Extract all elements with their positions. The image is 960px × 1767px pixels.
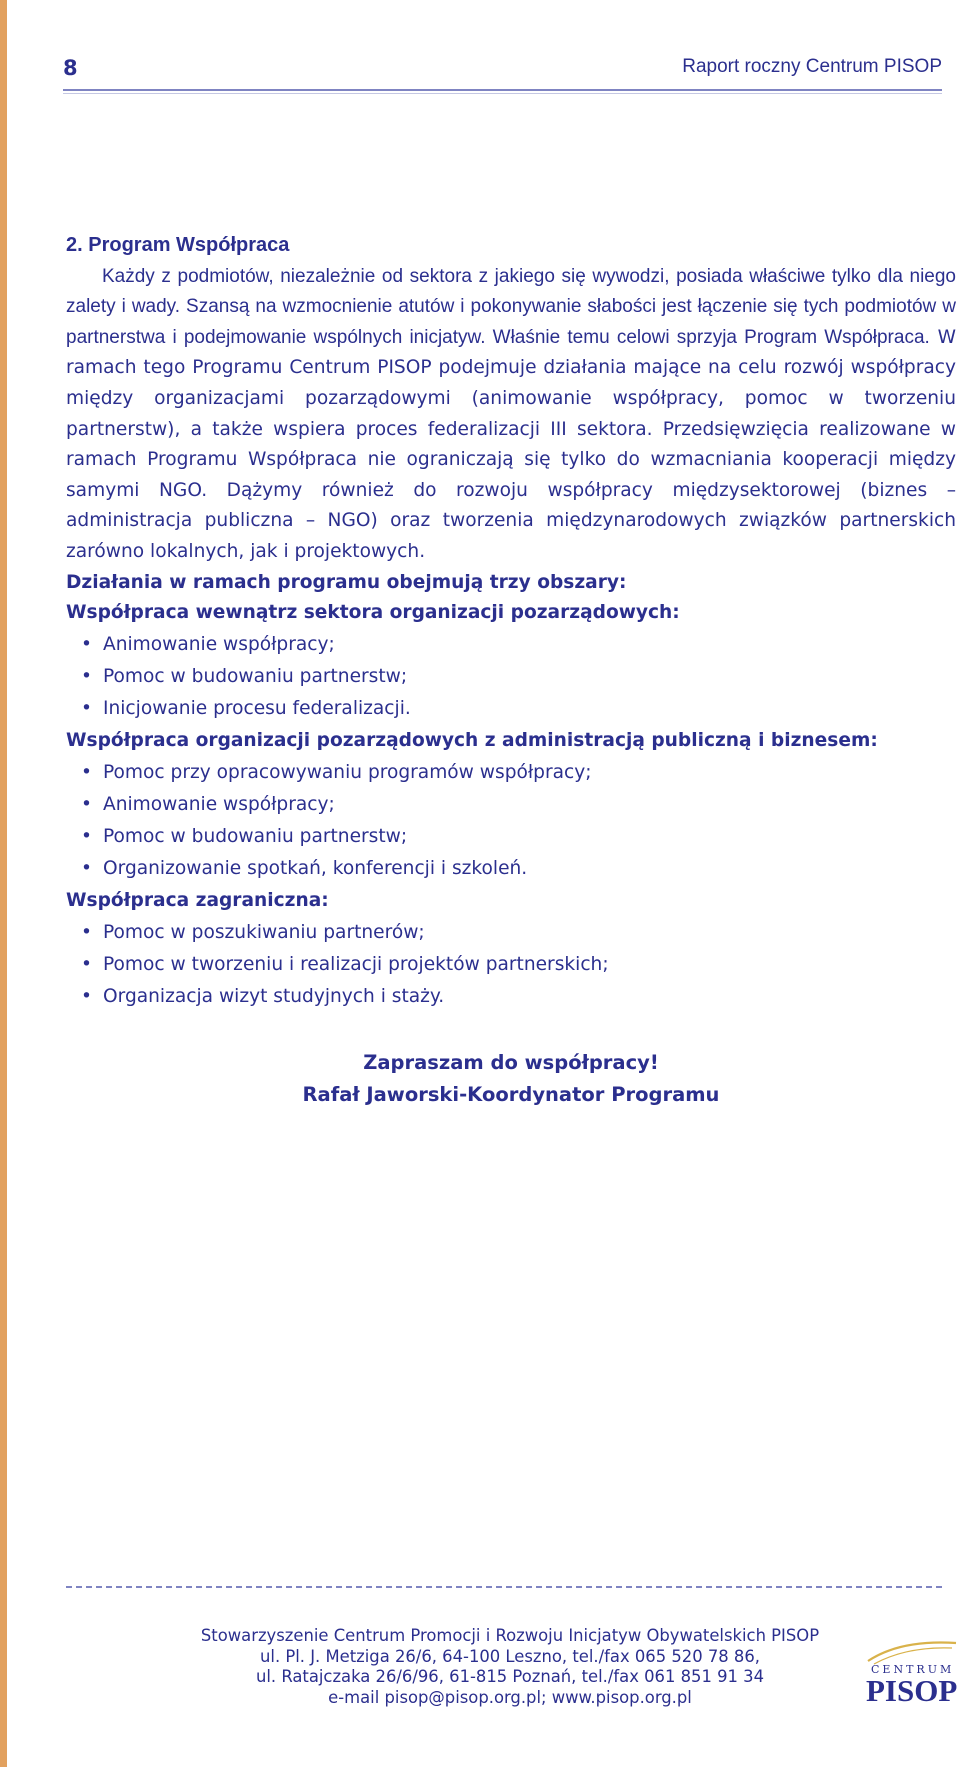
list-item bbox=[66, 854, 956, 885]
bullet-icon: • bbox=[81, 761, 92, 783]
bullet-icon: • bbox=[81, 697, 92, 719]
areas-heading: Działania w ramach programu obejmują trzy obszary: bbox=[66, 571, 627, 593]
bullet-icon: • bbox=[81, 953, 92, 975]
bullet-list-international bbox=[66, 918, 956, 1013]
list-item bbox=[66, 662, 956, 693]
list-item bbox=[66, 950, 956, 981]
list-item bbox=[66, 694, 956, 725]
footer-address-leszno: ul. Pl. J. Metziga 26/6, 64-100 Leszno, tel./fax 065 520 78 86, bbox=[260, 1646, 760, 1666]
bullet-icon: • bbox=[81, 985, 92, 1007]
list-item-text: Pomoc w budowaniu partnerstw; bbox=[103, 665, 408, 687]
footer-email-www: e-mail pisop@pisop.org.pl; www.pisop.org.pl bbox=[328, 1687, 692, 1707]
page-number: 8 bbox=[63, 56, 78, 80]
list-item bbox=[66, 918, 956, 949]
group-heading-international: Współpraca zagraniczna: bbox=[66, 889, 329, 911]
footer-contact bbox=[170, 1626, 850, 1708]
list-item-text: Animowanie współpracy; bbox=[103, 793, 335, 815]
bullet-list-ngo-sector bbox=[66, 630, 956, 725]
bullet-icon: • bbox=[81, 793, 92, 815]
list-item-text: Pomoc w budowaniu partnerstw; bbox=[103, 825, 408, 847]
header-rule bbox=[63, 89, 942, 91]
list-item-text: Pomoc w poszukiwaniu partnerów; bbox=[103, 921, 425, 943]
bullet-icon: • bbox=[81, 633, 92, 655]
intro-paragraph bbox=[66, 262, 956, 568]
list-item bbox=[66, 630, 956, 661]
header-title: Raport roczny Centrum PISOP bbox=[682, 56, 942, 77]
list-item-text: Organizacja wizyt studyjnych i staży. bbox=[103, 985, 445, 1007]
group-heading-ngo-sector: Współpraca wewnątrz sektora organizacji pozarządowych: bbox=[66, 602, 680, 624]
bullet-icon: • bbox=[81, 921, 92, 943]
list-item bbox=[66, 758, 956, 789]
list-item bbox=[66, 790, 956, 821]
list-item-text: Organizowanie spotkań, konferencji i szkoleń. bbox=[103, 857, 528, 879]
footer-address-poznan: ul. Ratajczaka 26/6/96, 61-815 Poznań, tel./fax 061 851 91 34 bbox=[255, 1667, 765, 1686]
group-heading-public-business: Współpraca organizacji pozarządowych z administracją publiczną i biznesem: bbox=[66, 730, 878, 751]
pisop-logo bbox=[864, 1637, 959, 1707]
list-item-text: Pomoc w tworzeniu i realizacji projektów partnerskich; bbox=[103, 953, 609, 975]
left-accent-bar bbox=[0, 0, 7, 1767]
footer-org-name: Stowarzyszenie Centrum Promocji i Rozwoju Inicjatyw Obywatelskich PISOP bbox=[200, 1626, 820, 1645]
list-item-text: Inicjowanie procesu federalizacji. bbox=[103, 697, 411, 719]
bullet-list-public-business bbox=[66, 758, 956, 885]
bullet-icon: • bbox=[81, 857, 92, 879]
closing-signature: Rafał Jaworski-Koordynator Programu bbox=[302, 1083, 720, 1106]
main-content bbox=[66, 230, 956, 1014]
intro-paragraph-part-a: Każdy z podmiotów, niezależnie od sektora z jakiego się wywodzi, posiada właściwe tylko dla niego zalety i wady. Szansą na wzmocnienie atutów i pokonywanie słabości jest łączenie się tych podmiotów w partnerstwa i podejmowanie wspólnych inicjatyw. Właśnie temu celowi sprzyja Program Współpraca. bbox=[66, 265, 956, 348]
section-title: 2. Program Współpraca bbox=[66, 234, 290, 256]
list-item bbox=[66, 982, 956, 1013]
footer-rule bbox=[66, 1586, 942, 1588]
closing-invitation: Zapraszam do współpracy! bbox=[363, 1051, 659, 1074]
list-item bbox=[66, 822, 956, 853]
bullet-icon: • bbox=[81, 665, 92, 687]
bullet-icon: • bbox=[81, 825, 92, 847]
logo-word-centrum: CENTRUM bbox=[871, 1663, 955, 1676]
list-item-text: Pomoc przy opracowywaniu programów współpracy; bbox=[103, 761, 592, 783]
header-rule-secondary bbox=[63, 93, 942, 94]
intro-paragraph-part-b: W ramach tego Programu Centrum PISOP podejmuje działania mające na celu rozwój współpracy między organizacjami pozarządowymi (animowanie współpracy, pomoc w tworzeniu partnerstw), a także wspiera proces federalizacji III sektora. Przedsięwzięcia realizowane w ramach Programu Współpraca nie ograniczają się tylko do wzmacniania kooperacji między samymi NGO. Dążymy również do rozwoju współpracy międzysektorowej (biznes – administracja publiczna – NGO) oraz tworzenia międzynarodowych związków partnerskich zarówno lokalnych, jak i projektowych. bbox=[66, 326, 956, 562]
logo-word-pisop: PISOP bbox=[866, 1673, 958, 1708]
list-item-text: Animowanie współpracy; bbox=[103, 633, 335, 655]
